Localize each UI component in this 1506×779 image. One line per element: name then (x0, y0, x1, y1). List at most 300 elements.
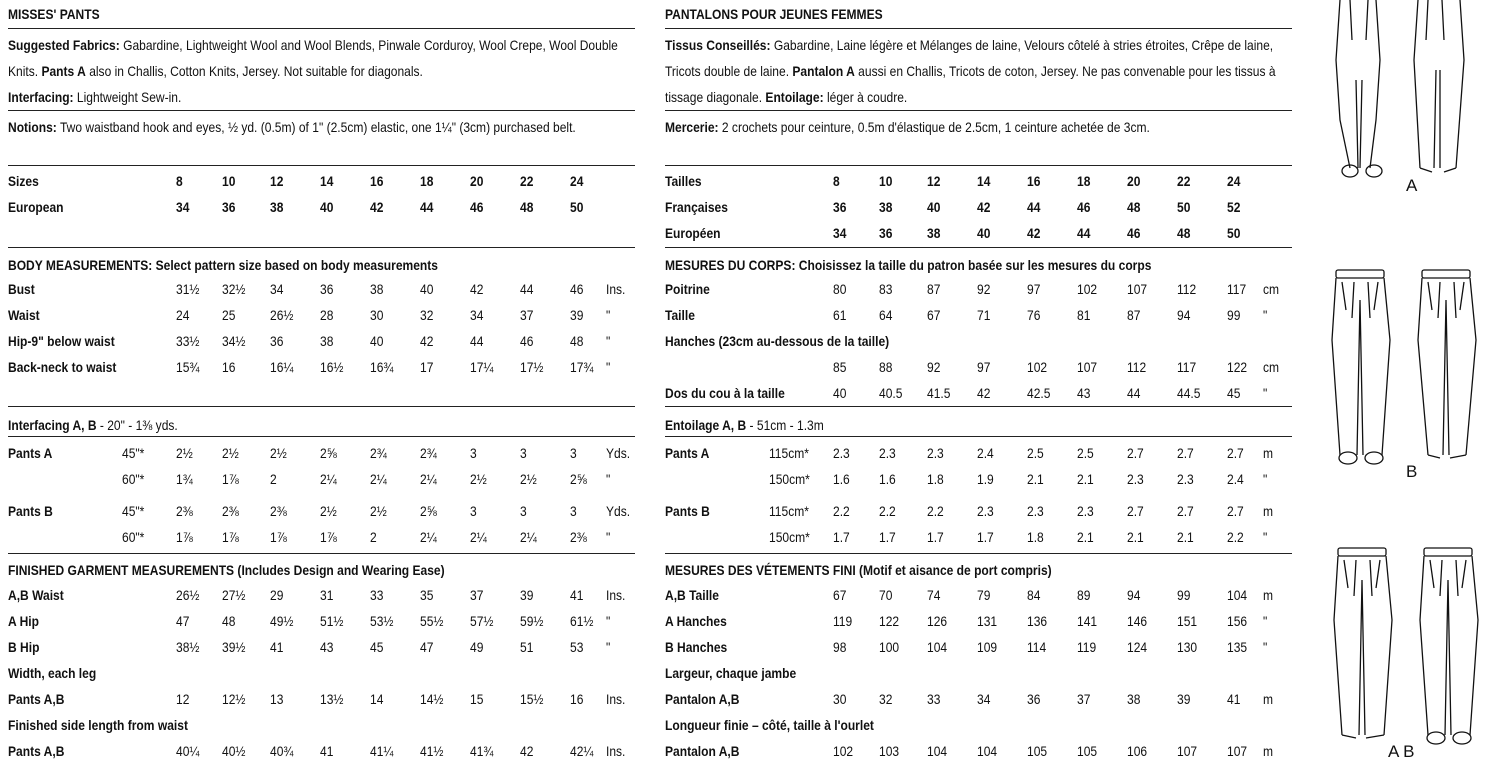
table-cell: 39 (520, 587, 534, 603)
table-row (8, 440, 635, 466)
table-cell: 44 (1027, 199, 1041, 215)
table-cell: 17 (420, 359, 434, 375)
table-cell: 33 (927, 691, 941, 707)
table-cell: 1.7 (927, 529, 944, 545)
table-cell: 41¼ (370, 743, 394, 759)
table-cell: 38 (370, 281, 384, 297)
table-cell: 2⅜ (222, 503, 239, 519)
unit-label: " (1263, 639, 1268, 655)
table-cell: 42 (470, 281, 484, 297)
row-label: Sizes (8, 173, 39, 189)
table-cell: 48 (1177, 225, 1191, 241)
row-label: Width, each leg (8, 665, 97, 681)
table-cell: 131 (977, 613, 998, 629)
table-cell: 1¾ (176, 471, 193, 487)
table-cell: 36 (833, 199, 847, 215)
table-cell: 24 (570, 173, 584, 189)
fabrics-paragraph: Suggested Fabrics: Gabardine, Lightweight Wool and Wool Blends, Pinwale Corduroy, Wool Crepe, Wool Double Knits. Pants A also in Challis, Cotton Knits, Jersey. Not suitable for diagonals. Interfacing: Lightweight Sew-in. (8, 37, 618, 105)
table-cell: 2.7 (1177, 503, 1194, 519)
row-label: Waist (8, 307, 40, 323)
table-cell: 13 (270, 691, 284, 707)
unit-label: " (606, 639, 611, 655)
table-cell: 3 (570, 503, 577, 519)
divider (665, 406, 1292, 407)
row-label: Tailles (665, 173, 702, 189)
table-cell: 50 (1177, 199, 1191, 215)
table-cell: 34 (977, 691, 991, 707)
table-cell: 24 (176, 307, 190, 323)
table-cell: 43 (320, 639, 334, 655)
table-cell: 104 (927, 639, 948, 655)
table-cell: 119 (833, 613, 853, 629)
row-label: Pants A,B (8, 743, 65, 759)
table-cell: 2½ (320, 503, 337, 519)
row-label: Européen (665, 225, 721, 241)
divider (665, 436, 1292, 437)
row-label: B Hanches (665, 639, 728, 655)
table-cell: 2.3 (1077, 503, 1094, 519)
table-row (665, 302, 1292, 328)
unit-label: " (1263, 471, 1268, 487)
table-cell: 2.2 (833, 503, 850, 519)
table-cell: 13½ (320, 691, 344, 707)
table-cell: 41½ (420, 743, 444, 759)
unit-label: cm (1263, 359, 1280, 375)
table-cell: 36 (222, 199, 236, 215)
table-cell: 100 (879, 639, 900, 655)
table-row (8, 276, 635, 302)
table-cell: 42 (520, 743, 534, 759)
table-row (665, 440, 1292, 466)
fabric-width: 45"* (122, 503, 145, 519)
fabric-width: 150cm* (769, 529, 810, 545)
row-label: B Hip (8, 639, 40, 655)
table-cell: 16¾ (370, 359, 394, 375)
table-cell: 34 (270, 281, 284, 297)
table-cell: 2½ (270, 445, 287, 461)
table-cell: 2.5 (1077, 445, 1094, 461)
table-cell: 36 (1027, 691, 1041, 707)
table-cell: 94 (1127, 587, 1141, 603)
table-cell: 42 (370, 199, 384, 215)
table-cell: 92 (927, 359, 941, 375)
table-cell: 36 (270, 333, 284, 349)
table-cell: 2⅜ (270, 503, 287, 519)
table-cell: 2.1 (1077, 529, 1094, 545)
fabric-width: 60"* (122, 471, 145, 487)
table-cell: 15 (470, 691, 484, 707)
table-cell: 2⅜ (570, 529, 587, 545)
table-row (665, 220, 1292, 246)
table-cell: 46 (520, 333, 534, 349)
row-label: Taille (665, 307, 695, 323)
table-cell: 97 (1027, 281, 1041, 297)
table-row (8, 660, 635, 686)
table-cell: 1⅞ (320, 529, 337, 545)
body-measurements-title: MESURES DU CORPS: Choisissez la taille du patron basée sur les mesures du corps (665, 257, 1152, 273)
table-cell: 41.5 (927, 385, 951, 401)
table-row (665, 276, 1292, 302)
table-cell: 112 (1177, 281, 1197, 297)
table-cell: 40 (927, 199, 941, 215)
row-label: Largeur, chaque jambe (665, 665, 797, 681)
table-cell: 2½ (222, 445, 239, 461)
table-row (8, 634, 635, 660)
table-cell: 2⅝ (320, 445, 337, 461)
table-cell: 2.7 (1177, 445, 1194, 461)
table-cell: 46 (1077, 199, 1091, 215)
table-cell: 1.8 (1027, 529, 1044, 545)
unit-label: " (606, 529, 611, 545)
divider (8, 406, 635, 407)
row-label: Longueur finie – côté, taille à l'ourlet (665, 717, 874, 733)
table-cell: 50 (570, 199, 584, 215)
row-label: A,B Waist (8, 587, 64, 603)
table-row (665, 466, 1292, 492)
row-label: Pants A (665, 445, 710, 461)
table-cell: 46 (470, 199, 484, 215)
table-cell: 83 (879, 281, 893, 297)
table-row (665, 686, 1292, 712)
table-cell: 37 (470, 587, 484, 603)
table-cell: 151 (1177, 613, 1198, 629)
table-cell: 1.6 (833, 471, 850, 487)
table-cell: 117 (1177, 359, 1197, 375)
table-row (665, 712, 1292, 738)
fabric-width: 45"* (122, 445, 145, 461)
table-cell: 3 (470, 503, 477, 519)
table-cell: 16 (222, 359, 236, 375)
table-cell: 46 (1127, 225, 1141, 241)
row-label: Dos du cou à la taille (665, 385, 785, 401)
divider (8, 165, 635, 166)
table-cell: 10 (222, 173, 236, 189)
fabric-width: 115cm* (769, 445, 809, 461)
table-cell: 41 (270, 639, 284, 655)
fabric-width: 60"* (122, 529, 145, 545)
table-cell: 105 (1027, 743, 1048, 759)
table-cell: 42¼ (570, 743, 594, 759)
table-cell: 2.3 (879, 445, 896, 461)
unit-label: " (606, 307, 611, 323)
table-cell: 40 (320, 199, 334, 215)
table-cell: 38 (1127, 691, 1141, 707)
table-cell: 42 (1027, 225, 1041, 241)
table-cell: 114 (1027, 639, 1047, 655)
table-cell: 41¾ (470, 743, 494, 759)
table-cell: 107 (1177, 743, 1198, 759)
unit-label: m (1263, 445, 1274, 461)
table-cell: 2.7 (1227, 445, 1244, 461)
row-label: European (8, 199, 64, 215)
table-cell: 2½ (370, 503, 387, 519)
unit-label: " (606, 471, 611, 487)
row-label: Hanches (23cm au-dessous de la taille) (665, 333, 890, 349)
table-cell: 156 (1227, 613, 1248, 629)
table-cell: 2 (370, 529, 377, 545)
table-cell: 2.2 (1227, 529, 1244, 545)
table-cell: 141 (1077, 613, 1098, 629)
table-cell: 109 (977, 639, 998, 655)
divider (665, 165, 1292, 166)
table-cell: 52 (1227, 199, 1241, 215)
table-cell: 76 (1027, 307, 1041, 323)
table-row (8, 302, 635, 328)
row-label: Pantalon A,B (665, 743, 740, 759)
table-row (8, 582, 635, 608)
divider (8, 436, 635, 437)
table-cell: 42 (977, 385, 991, 401)
table-cell: 2 (270, 471, 277, 487)
table-cell: 55½ (420, 613, 444, 629)
table-cell: 2½ (470, 471, 487, 487)
table-row (8, 686, 635, 712)
table-cell: 119 (1077, 639, 1097, 655)
notions-paragraph: Mercerie: 2 crochets pour ceinture, 0.5m d'élastique de 2.5cm, 1 ceinture achetée de 3cm. (665, 119, 1150, 135)
table-cell: 2.2 (879, 503, 896, 519)
table-cell: 2.1 (1027, 471, 1044, 487)
table-cell: 40¾ (270, 743, 294, 759)
table-cell: 2¼ (470, 529, 487, 545)
table-cell: 40¼ (176, 743, 200, 759)
table-cell: 1⅞ (270, 529, 287, 545)
table-cell: 48 (1127, 199, 1141, 215)
table-row (8, 608, 635, 634)
divider (665, 247, 1292, 248)
table-cell: 2.3 (927, 445, 944, 461)
interfacing-yardage: Interfacing A, B - 20" - 1⅜ yds. (8, 417, 178, 433)
table-cell: 35 (420, 587, 434, 603)
table-cell: 2.7 (1227, 503, 1244, 519)
table-cell: 44 (1077, 225, 1091, 241)
table-cell: 102 (1077, 281, 1098, 297)
table-cell: 26½ (270, 307, 294, 323)
table-cell: 14 (370, 691, 384, 707)
table-cell: 2.5 (1027, 445, 1044, 461)
table-cell: 25 (222, 307, 236, 323)
table-cell: 2.7 (1127, 445, 1144, 461)
table-cell: 59½ (520, 613, 544, 629)
view-label-ab: A B (1388, 742, 1415, 761)
table-cell: 102 (1027, 359, 1048, 375)
table-cell: 47 (176, 613, 190, 629)
table-cell: 41 (320, 743, 334, 759)
table-cell: 2.4 (1227, 471, 1244, 487)
table-cell: 32 (420, 307, 434, 323)
table-cell: 3 (470, 445, 477, 461)
table-cell: 31 (320, 587, 334, 603)
table-cell: 38½ (176, 639, 200, 655)
table-cell: 40 (833, 385, 847, 401)
table-cell: 33 (370, 587, 384, 603)
unit-label: cm (1263, 281, 1280, 297)
table-row (665, 634, 1292, 660)
unit-label: " (606, 613, 611, 629)
row-label: Françaises (665, 199, 728, 215)
table-cell: 2½ (520, 471, 537, 487)
table-cell: 2.3 (1027, 503, 1044, 519)
table-cell: 16 (570, 691, 584, 707)
table-cell: 2.3 (977, 503, 994, 519)
view-label-b: B (1406, 462, 1418, 481)
table-cell: 107 (1077, 359, 1098, 375)
table-cell: 32 (879, 691, 893, 707)
table-cell: 16 (1027, 173, 1041, 189)
unit-label: " (1263, 307, 1268, 323)
table-cell: 2.3 (833, 445, 850, 461)
table-cell: 117 (1227, 281, 1247, 297)
table-cell: 124 (1127, 639, 1148, 655)
table-cell: 3 (520, 503, 527, 519)
fabrics-paragraph: Tissus Conseillés: Gabardine, Laine légère et Mélanges de laine, Velours côtelé à stries étroites, Crêpe de laine, Tricots double de laine. Pantalon A aussi en Challis, Tricots de coton, Jersey. Ne pas convenable pour les tissus à tissage diagonale. Entoilage: léger à coudre. (665, 37, 1276, 105)
table-cell: 2¼ (520, 529, 537, 545)
table-cell: 45 (1227, 385, 1241, 401)
table-cell: 122 (879, 613, 900, 629)
table-row (8, 498, 635, 524)
table-cell: 32½ (222, 281, 246, 297)
table-cell: 99 (1227, 307, 1241, 323)
body-measurements-title: BODY MEASUREMENTS: Select pattern size based on body measurements (8, 257, 438, 273)
row-label: Pants B (8, 503, 53, 519)
table-cell: 39 (570, 307, 584, 323)
table-cell: 50 (1227, 225, 1241, 241)
table-cell: 42 (420, 333, 434, 349)
table-cell: 17½ (520, 359, 544, 375)
table-cell: 39½ (222, 639, 246, 655)
table-cell: 122 (1227, 359, 1248, 375)
table-cell: 1.7 (977, 529, 994, 545)
table-cell: 38 (270, 199, 284, 215)
table-row (8, 168, 635, 194)
table-cell: 40½ (222, 743, 246, 759)
table-cell: 48 (570, 333, 584, 349)
table-cell: 37 (1077, 691, 1091, 707)
table-cell: 126 (927, 613, 948, 629)
table-cell: 88 (879, 359, 893, 375)
table-cell: 38 (927, 225, 941, 241)
unit-label: " (606, 359, 611, 375)
table-cell: 45 (370, 639, 384, 655)
divider (8, 553, 635, 554)
table-cell: 42.5 (1027, 385, 1051, 401)
table-row (8, 738, 635, 764)
table-cell: 14½ (420, 691, 444, 707)
unit-label: " (1263, 385, 1268, 401)
table-cell: 104 (977, 743, 998, 759)
table-cell: 2¼ (420, 529, 437, 545)
table-cell: 46 (570, 281, 584, 297)
table-row (8, 354, 635, 380)
divider (665, 553, 1292, 554)
table-cell: 2½ (176, 445, 193, 461)
table-cell: 2.4 (977, 445, 994, 461)
table-cell: 8 (833, 173, 840, 189)
table-cell: 47 (420, 639, 434, 655)
table-cell: 74 (927, 587, 941, 603)
table-cell: 36 (320, 281, 334, 297)
table-row (8, 328, 635, 354)
table-cell: 97 (977, 359, 991, 375)
table-cell: 87 (927, 281, 941, 297)
table-cell: 12 (270, 173, 284, 189)
pants-line-drawings (1310, 0, 1506, 774)
table-cell: 112 (1127, 359, 1147, 375)
table-cell: 2¾ (420, 445, 437, 461)
unit-label: Ins. (606, 587, 626, 603)
table-cell: 1.7 (879, 529, 896, 545)
table-cell: 80 (833, 281, 847, 297)
table-cell: 31½ (176, 281, 200, 297)
table-row (665, 354, 1292, 380)
table-cell: 26½ (176, 587, 200, 603)
fabric-width: 115cm* (769, 503, 809, 519)
row-label: Bust (8, 281, 35, 297)
table-cell: 44 (1127, 385, 1141, 401)
table-cell: 102 (833, 743, 854, 759)
table-cell: 16½ (320, 359, 344, 375)
table-cell: 53 (570, 639, 584, 655)
table-cell: 2.7 (1127, 503, 1144, 519)
table-cell: 2.1 (1177, 529, 1194, 545)
unit-label: " (1263, 529, 1268, 545)
table-cell: 30 (833, 691, 847, 707)
table-row (8, 712, 635, 738)
unit-label: Ins. (606, 743, 626, 759)
unit-label: " (606, 333, 611, 349)
table-row (665, 194, 1292, 220)
table-cell: 1⅞ (222, 529, 239, 545)
table-cell: 53½ (370, 613, 394, 629)
table-cell: 1.6 (879, 471, 896, 487)
table-cell: 2.1 (1127, 529, 1144, 545)
table-cell: 15½ (520, 691, 544, 707)
row-label: Pants B (665, 503, 710, 519)
table-cell: 146 (1127, 613, 1148, 629)
table-cell: 61½ (570, 613, 594, 629)
table-cell: 81 (1077, 307, 1091, 323)
table-cell: 94 (1177, 307, 1191, 323)
table-cell: 20 (1127, 173, 1141, 189)
row-label: A Hip (8, 613, 40, 629)
table-cell: 36 (879, 225, 893, 241)
pattern-illustrations (1310, 0, 1506, 774)
table-cell: 42 (977, 199, 991, 215)
divider (8, 110, 635, 111)
table-cell: 41 (1227, 691, 1241, 707)
table-cell: 44 (420, 199, 434, 215)
table-cell: 2.1 (1077, 471, 1094, 487)
table-cell: 22 (1177, 173, 1191, 189)
table-cell: 135 (1227, 639, 1248, 655)
table-cell: 40 (977, 225, 991, 241)
table-row (665, 582, 1292, 608)
table-cell: 67 (927, 307, 941, 323)
table-cell: 2⅜ (176, 503, 193, 519)
table-cell: 67 (833, 587, 847, 603)
unit-label: Yds. (606, 445, 631, 461)
divider (665, 28, 1292, 29)
table-cell: 136 (1027, 613, 1048, 629)
table-cell: 57½ (470, 613, 494, 629)
view-label-a: A (1406, 176, 1418, 195)
table-cell: 98 (833, 639, 847, 655)
table-cell: 17¼ (470, 359, 494, 375)
table-cell: 51 (520, 639, 534, 655)
table-cell: 1.9 (977, 471, 994, 487)
table-cell: 38 (320, 333, 334, 349)
unit-label: Ins. (606, 691, 626, 707)
unit-label: m (1263, 587, 1274, 603)
